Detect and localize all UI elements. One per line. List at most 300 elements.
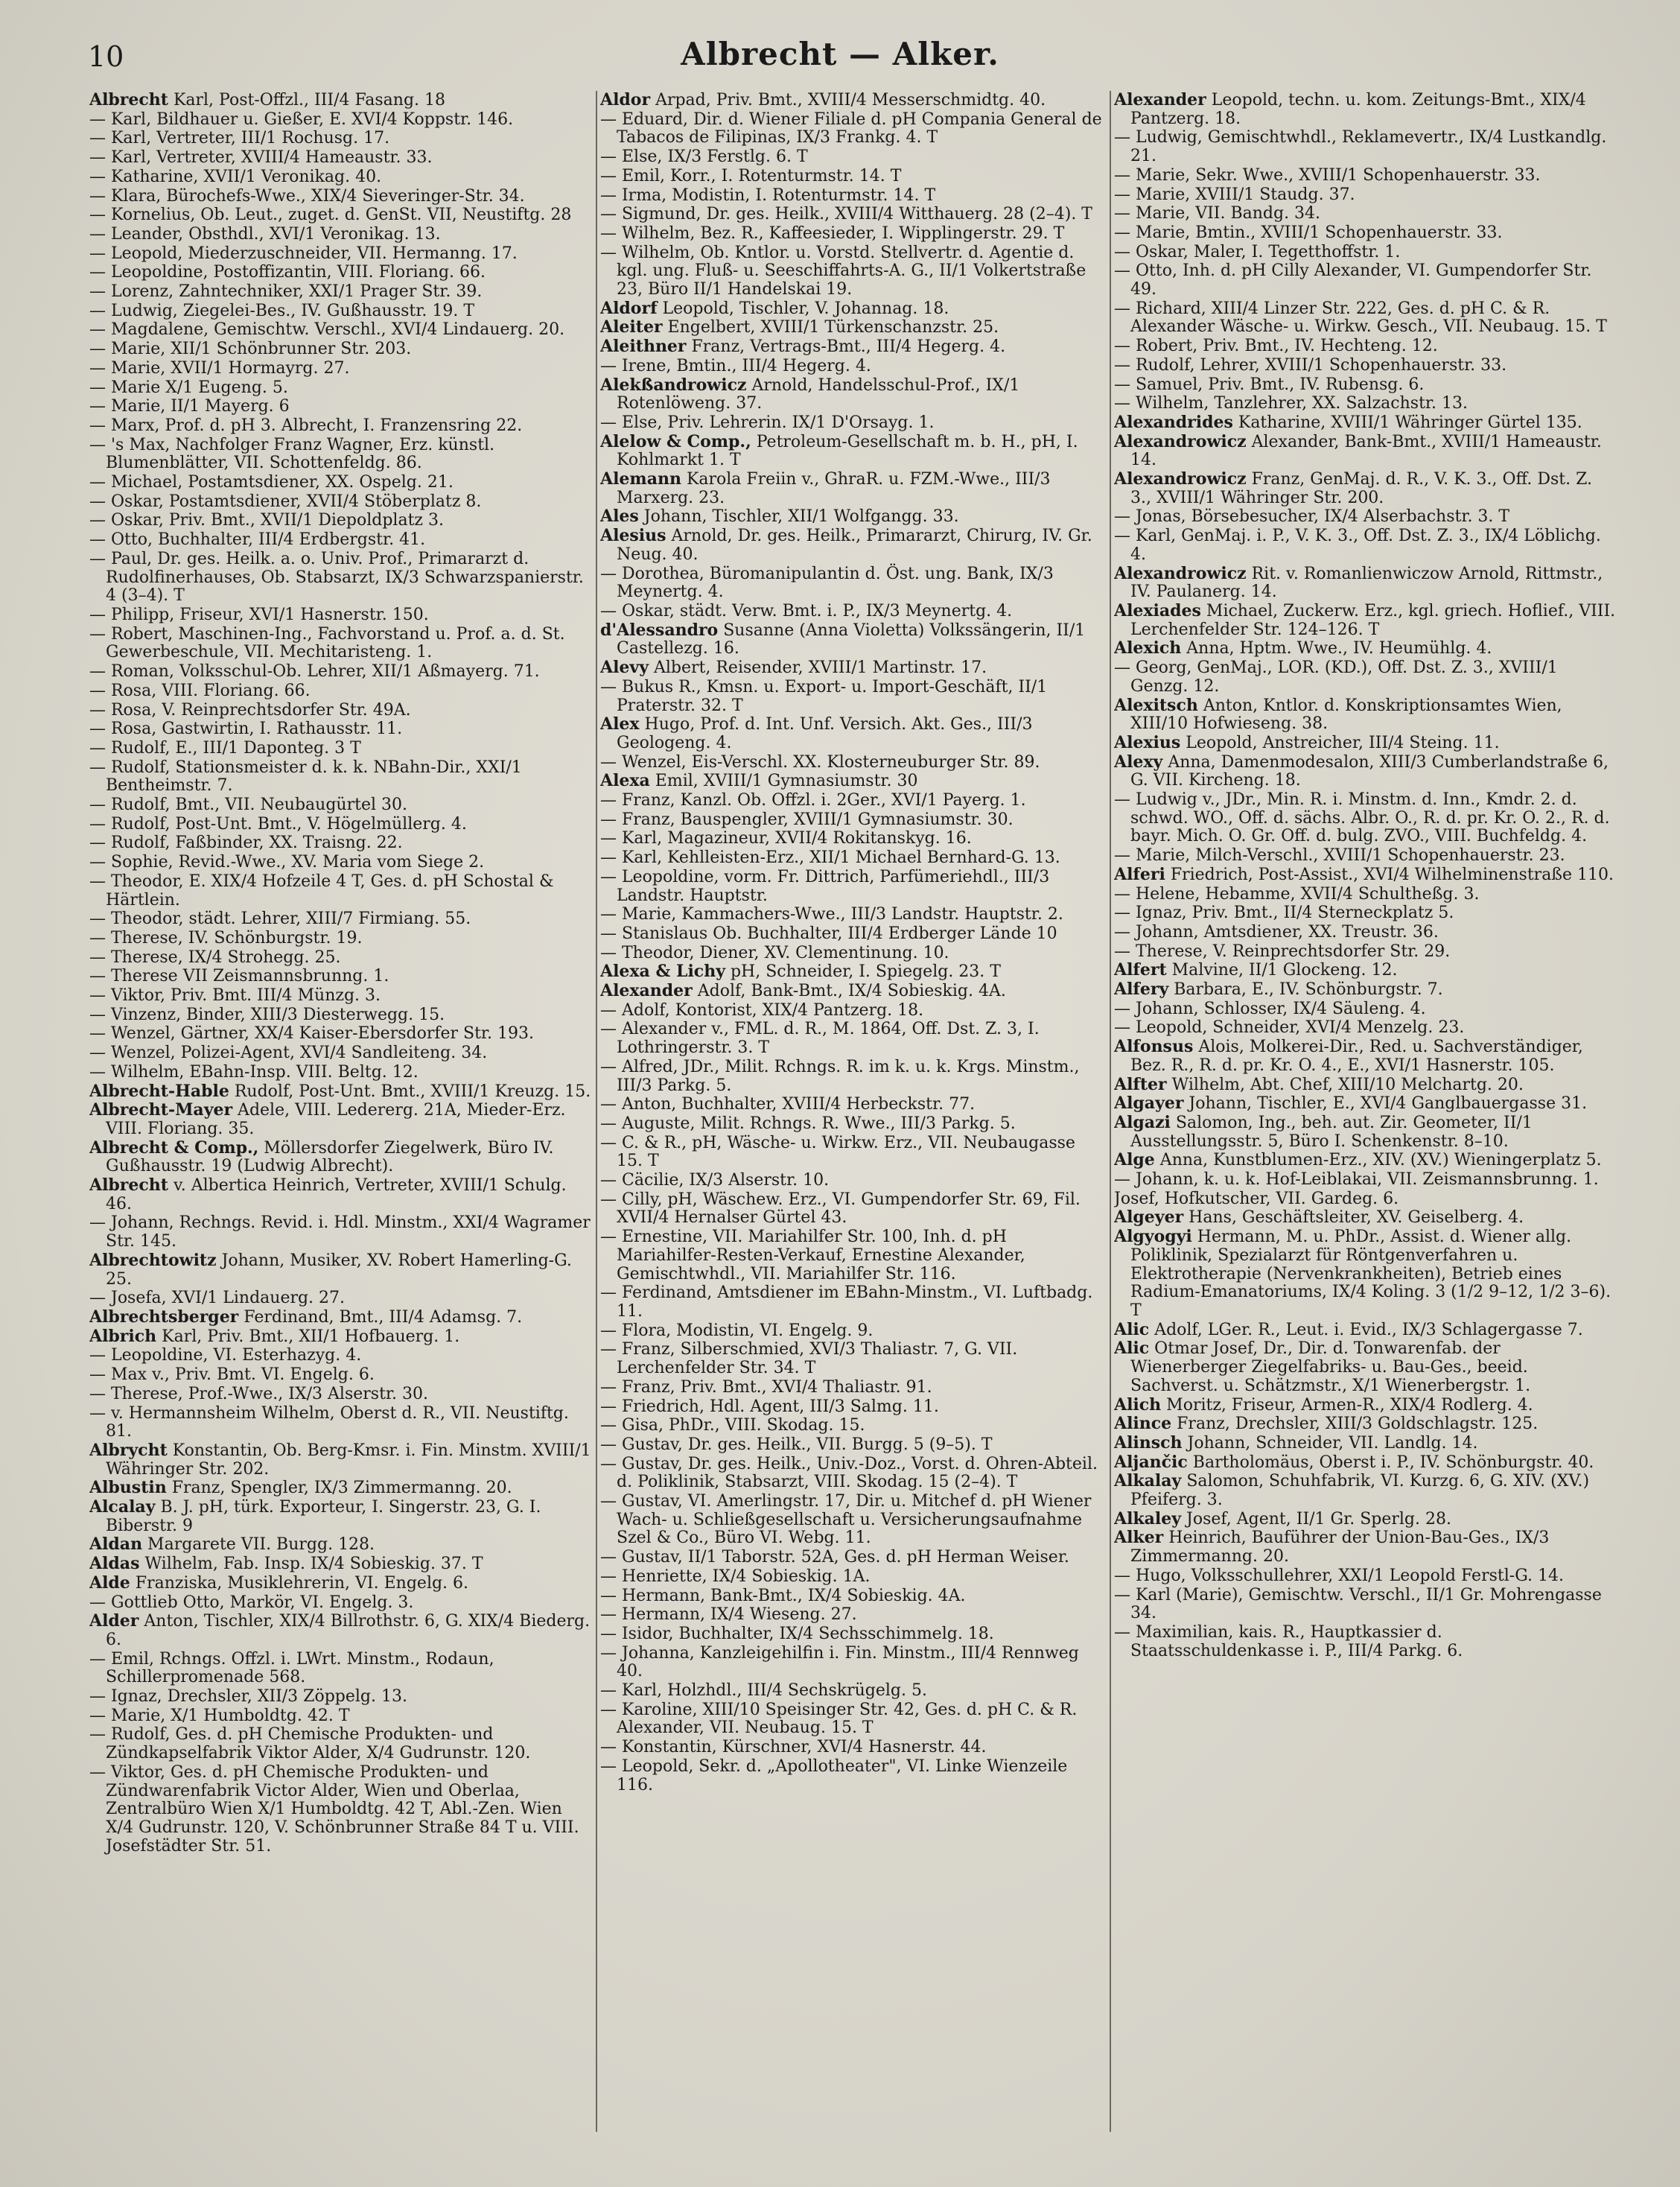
entry-details: v. Albertica Heinrich, Vertreter, XVIII/1 Schulg. 46. [106, 1176, 567, 1213]
entry-details: — Josefa, XVI/1 Lindauerg. 27. [89, 1289, 346, 1308]
directory-entry [1114, 1208, 1617, 1228]
entry-details: — Leopold, Sekr. d. „Apollotheater", VI. Linke Wienzeile 116. [600, 1756, 1068, 1794]
entry-details: Adolf, LGer. R., Leut. i. Evid., IX/3 Schlagergasse 7. [1149, 1320, 1583, 1339]
entry-details: — C. & R., pH, Wäsche- u. Wirkw. Erz., VII. Neubaugasse 15. T [600, 1133, 1075, 1171]
entry-details: Hermann, M. u. PhDr., Assist. d. Wiener allg. Poliklinik, Spezialarzt für Röntgenverfahren u. Elektrotherapie (Nervenkrankheiten), Betrieb eines Radium-Emanatoriums, IX/4 Koling. 3 (1/2 9–12, 1/2 3–6). T [1130, 1228, 1611, 1320]
entry-surname: Albrecht-Hable [89, 1081, 229, 1101]
entry-surname: Alkaley [1114, 1508, 1182, 1529]
entry-details: — Marie, VII. Bandg. 34. [1114, 204, 1321, 223]
entry-details: Johann, Musiker, XV. Robert Hamerling-G. 25. [106, 1251, 572, 1289]
entry-details: — Dorothea, Büromanipulantin d. Öst. ung. Bank, IX/3 Meynertg. 4. [600, 564, 1054, 602]
entry-details: Emil, XVIII/1 Gymnasiumstr. 30 [649, 772, 918, 791]
entry-details: Leopold, techn. u. kom. Zeitungs-Bmt., XIX/4 Pantzerg. 18. [1130, 91, 1586, 128]
directory-entry [1114, 1076, 1617, 1095]
entry-details: Wilhelm, Abt. Chef, XIII/10 Melchartg. 20. [1166, 1075, 1524, 1094]
entry-surname: Algeyer [1114, 1207, 1184, 1228]
directory-entry [600, 982, 1104, 1001]
directory-entry [600, 848, 1104, 868]
directory-entry [600, 1548, 1104, 1567]
entry-details: Franz, Spengler, IX/3 Zimmermanng. 20. [166, 1479, 512, 1498]
entry-details: — Johanna, Kanzleigehilfin i. Fin. Minstm., III/4 Rennweg 40. [600, 1643, 1079, 1681]
directory-entry [89, 206, 593, 225]
directory-entry [600, 1701, 1104, 1738]
entry-details: — Marx, Prof. d. pH 3. Albrecht, I. Franzensring 22. [89, 416, 523, 435]
entry-details: — Otto, Inh. d. pH Cilly Alexander, VI. Gumpendorfer Str. 49. [1114, 261, 1592, 299]
entry-details: Katharine, XVIII/1 Währinger Gürtel 135. [1232, 413, 1582, 432]
entry-details: Johann, Tischler, XII/1 Wolfgangg. 33. [638, 507, 959, 527]
entry-details: — Hugo, Volksschullehrer, XXI/1 Leopold Ferstl-G. 14. [1114, 1566, 1564, 1585]
entry-details: — Robert, Maschinen-Ing., Fachvorstand u. Prof. a. d. St. Gewerbeschule, VII. Mechitaristeng. 1. [89, 624, 565, 662]
entry-details: — Hermann, IX/4 Wieseng. 27. [600, 1605, 857, 1625]
entry-details: — Cäcilie, IX/3 Alserstr. 10. [600, 1171, 830, 1190]
directory-entry [600, 1435, 1104, 1455]
entry-details: Hans, Geschäftsleiter, XV. Geiselberg. 4. [1183, 1208, 1524, 1228]
entry-surname: Algayer [1114, 1094, 1184, 1114]
entry-surname: Alder [89, 1611, 139, 1631]
directory-entry [89, 986, 593, 1006]
directory-entry [1114, 1114, 1617, 1151]
entry-surname: Alexandrowicz [1114, 563, 1247, 583]
entry-details: — Oskar, Priv. Bmt., XVII/1 Diepoldplatz 3. [89, 511, 444, 530]
entry-details: — Magdalene, Gemischtw. Verschl., XVI/4 Lindauerg. 20. [89, 320, 565, 340]
entry-details: Arnold, Dr. ges. Heilk., Primararzt, Chirurg, IV. Gr. Neug. 40. [617, 527, 1092, 564]
directory-entry [1114, 1190, 1617, 1209]
directory-entry [600, 791, 1104, 810]
directory-entry [89, 225, 593, 244]
entry-details: — Auguste, Milit. Rchngs. R. Wwe., III/3 Parkg. 5. [600, 1114, 1016, 1133]
directory-entry [1114, 1000, 1617, 1019]
directory-entry [600, 1625, 1104, 1644]
directory-entry [600, 1001, 1104, 1021]
directory-entry [600, 1416, 1104, 1435]
entry-details: — Rudolf, E., III/1 Daponteg. 3 T [89, 738, 361, 758]
entry-details: — Emil, Korr., I. Rotenturmstr. 14. T [600, 166, 902, 185]
directory-entry [89, 701, 593, 720]
entry-details: Heinrich, Bauführer der Union-Bau-Ges., IX/3 Zimmermanng. 20. [1130, 1529, 1550, 1567]
directory-entry [600, 1058, 1104, 1095]
entry-surname: Albrechtsberger [89, 1307, 239, 1327]
entry-details: Alexander, Bank-Bmt., XVIII/1 Hameaustr. 14. [1130, 432, 1602, 470]
entry-details: — Gustav, Dr. ges. Heilk., VII. Burgg. 5 (9–5). T [600, 1435, 993, 1454]
directory-entry [600, 1134, 1104, 1171]
entry-surname: Alkalay [1114, 1471, 1182, 1491]
entry-surname: Alekßandrowicz [600, 375, 747, 395]
directory-entry [89, 1479, 593, 1498]
directory-entry [1114, 1170, 1617, 1190]
directory-entry [1114, 507, 1617, 527]
entry-details: Rit. v. Romanlienwiczow Arnold, Rittmstr., IV. Paulanerg. 14. [1130, 564, 1603, 602]
entry-details: — Karl, Kehlleisten-Erz., XII/1 Michael Bernhard-G. 13. [600, 848, 1060, 868]
directory-entry [89, 473, 593, 492]
entry-surname: Alcalay [89, 1497, 156, 1517]
directory-entry [89, 1404, 593, 1441]
directory-entry [89, 530, 593, 550]
entry-details: Josef, Hofkutscher, VII. Gardeg. 6. [1114, 1189, 1399, 1208]
directory-entry [600, 1644, 1104, 1681]
directory-entry [89, 129, 593, 148]
directory-entry [600, 1020, 1104, 1057]
directory-entry [89, 110, 593, 130]
entry-details: Moritz, Friseur, Armen-R., XIX/4 Rodlerg. 4. [1161, 1395, 1533, 1415]
entry-details: — Oskar, städt. Verw. Bmt. i. P., IX/3 Meynertg. 4. [600, 601, 1013, 620]
entry-details: Albert, Reisender, XVIII/1 Martinstr. 17. [649, 658, 987, 678]
directory-entry [89, 550, 593, 606]
directory-entry [600, 205, 1104, 224]
directory-entry [600, 376, 1104, 413]
directory-entry [89, 625, 593, 662]
directory-entry [89, 1308, 593, 1327]
entry-details: Michael, Zuckerw. Erz., kgl. griech. Hoflief., VIII. Lerchenfelder Str. 124–126. T [1130, 601, 1616, 639]
entry-details: Salomon, Schuhfabrik, VI. Kurzg. 6, G. XIV. (XV.) Pfeiferg. 3. [1130, 1472, 1590, 1510]
directory-entry [1114, 734, 1617, 753]
directory-entry [600, 1228, 1104, 1283]
entry-surname: Alge [1114, 1150, 1155, 1170]
entry-details: — Marie, Bmtin., XVIII/1 Schopenhauerstr. 33. [1114, 223, 1503, 242]
entry-details: — Johann, Rechngs. Revid. i. Hdl. Minstm., XXI/4 Wagramer Str. 145. [89, 1213, 591, 1251]
directory-entry [1114, 299, 1617, 337]
directory-entry [600, 110, 1104, 147]
directory-entry [1114, 1228, 1617, 1321]
directory-entry [1114, 1094, 1617, 1114]
entry-details: — Roman, Volksschul-Ob. Lehrer, XII/1 Aßmayerg. 71. [89, 662, 540, 682]
entry-surname: Alde [89, 1572, 130, 1593]
entry-details: — Else, IX/3 Ferstlg. 6. T [600, 147, 808, 167]
entry-details: — Georg, GenMaj., LOR. (KD.), Off. Dst. Z. 3., XVIII/1 Genzg. 12. [1114, 658, 1558, 696]
directory-entry [1114, 1018, 1617, 1038]
entry-surname: Algazi [1114, 1112, 1171, 1132]
entry-details: — Gisa, PhDr., VIII. Skodag. 15. [600, 1416, 865, 1435]
entry-details: — Vinzenz, Binder, XIII/3 Diesterwegg. 15. [89, 1005, 445, 1024]
directory-entry [89, 1574, 593, 1593]
entry-details: Anna, Damenmodesalon, XIII/3 Cumberlandstraße 6, G. VII. Kircheng. 18. [1130, 752, 1609, 790]
directory-entry [89, 359, 593, 378]
directory-entry [89, 1593, 593, 1613]
entry-surname: Alexander [600, 981, 693, 1001]
entry-details: Friedrich, Post-Assist., XVI/4 Wilhelminenstraße 110. [1165, 865, 1614, 884]
directory-entry [1114, 1567, 1617, 1586]
directory-entry [1114, 1623, 1617, 1660]
entry-surname: Aldan [89, 1534, 143, 1555]
entry-details: — Franz, Kanzl. Ob. Offzl. i. 2Ger., XVI/1 Payerg. 1. [600, 791, 1026, 810]
entry-details: — Leopoldine, VI. Esterhazyg. 4. [89, 1346, 362, 1365]
directory-entry [1114, 846, 1617, 866]
entry-details: — Wilhelm, Bez. R., Kaffeesieder, I. Wipplingerstr. 29. T [600, 223, 1065, 243]
entry-details: Alois, Molkerei-Dir., Red. u. Sachverständiger, Bez. R., R. d. pr. Kr. O. 4., E., XVI/1 Hasnerstr. 105. [1130, 1038, 1583, 1075]
directory-entry [600, 772, 1104, 791]
directory-entry [89, 1707, 593, 1726]
entry-surname: Alince [1114, 1414, 1172, 1434]
entry-details: — Karl, Bildhauer u. Gießer, E. XVI/4 Koppstr. 146. [89, 109, 514, 129]
directory-entry [600, 470, 1104, 507]
entry-details: — Sophie, Revid.-Wwe., XV. Maria vom Siege 2. [89, 853, 485, 872]
entry-details: — Franz, Priv. Bmt., XVI/4 Thaliastr. 91. [600, 1377, 932, 1397]
entry-surname: Alexitsch [1114, 695, 1198, 715]
entry-details: — Karl (Marie), Gemischtw. Verschl., II/1 Gr. Mohrengasse 34. [1114, 1585, 1602, 1623]
entry-surname: Alfert [1114, 960, 1167, 980]
entry-details: — Franz, Bauspengler, XVIII/1 Gymnasiumstr. 30. [600, 810, 1014, 829]
entry-details: — Marie, XII/1 Schönbrunner Str. 203. [89, 340, 412, 359]
entry-details: — Max v., Priv. Bmt. VI. Engelg. 6. [89, 1365, 375, 1385]
directory-entry [89, 1213, 593, 1251]
entry-details: — Klara, Bürochefs-Wwe., XIX/4 Sieveringer-Str. 34. [89, 186, 525, 206]
column-2 [600, 91, 1104, 2132]
entry-surname: Albrycht [89, 1440, 168, 1460]
directory-entry [1114, 1434, 1617, 1453]
directory-entry [89, 492, 593, 512]
directory-entry [600, 299, 1104, 319]
directory-entry [1114, 166, 1617, 185]
directory-entry [89, 910, 593, 929]
directory-entry [600, 413, 1104, 433]
entry-surname: Albrecht [89, 1175, 168, 1196]
directory-entry [89, 1024, 593, 1044]
entry-surname: Alker [1114, 1528, 1164, 1548]
entry-details: — Ignaz, Priv. Bmt., II/4 Sterneckplatz 5. [1114, 904, 1454, 923]
directory-entry [89, 244, 593, 264]
entry-details: Leopold, Anstreicher, III/4 Steing. 11. [1180, 733, 1500, 752]
directory-entry [1114, 923, 1617, 942]
entry-details: Susanne (Anna Violetta) Volkssängerin, II/1 Castellezg. 16. [617, 620, 1086, 658]
entry-surname: Alfter [1114, 1074, 1167, 1094]
directory-entry [1114, 128, 1617, 165]
entry-surname: Alferi [1114, 864, 1165, 884]
directory-entry [89, 1612, 593, 1649]
directory-entry [1114, 413, 1617, 433]
directory-entry [89, 662, 593, 682]
entry-details: — Rudolf, Faßbinder, XX. Traisng. 22. [89, 834, 403, 853]
entry-details: — Cilly, pH, Wäschew. Erz., VI. Gumpendorfer Str. 69, Fil. XVII/4 Hernalser Gürtel 43. [600, 1190, 1081, 1228]
entry-surname: Aleiter [600, 317, 663, 337]
entry-details: Barbara, E., IV. Schönburgstr. 7. [1168, 980, 1443, 1000]
directory-entry [600, 91, 1104, 110]
directory-entry [600, 1095, 1104, 1114]
directory-entry [89, 948, 593, 968]
entry-details: — Bukus R., Kmsn. u. Export- u. Import-Geschäft, II/1 Praterstr. 32. T [600, 677, 1048, 715]
directory-entry [1114, 1396, 1617, 1415]
directory-entry [1114, 980, 1617, 1000]
entry-surname: Alelow & Comp., [600, 431, 751, 451]
entry-details: — Therese VII Zeismannsbrunng. 1. [89, 967, 389, 986]
entry-details: — Else, Priv. Lehrerin. IX/1 D'Orsayg. 1. [600, 413, 935, 432]
directory-entry [89, 1006, 593, 1025]
entry-details: — Marie, Sekr. Wwe., XVIII/1 Schopenhauerstr. 33. [1114, 165, 1541, 185]
entry-details: — Alexander v., FML. d. R., M. 1864, Off. Dst. Z. 3, I. Lothringerstr. 3. T [600, 1020, 1040, 1058]
directory-entry [1114, 753, 1617, 790]
entry-details: Karola Freiin v., GhraR. u. FZM.-Wwe., III/3 Marxerg. 23. [617, 470, 1051, 507]
directory-entry [600, 810, 1104, 830]
entry-details: — v. Hermannsheim Wilhelm, Oberst d. R., VII. Neustiftg. 81. [89, 1403, 569, 1441]
entry-details: Wilhelm, Fab. Insp. IX/4 Sobieskig. 37. T [139, 1555, 483, 1574]
directory-entry [89, 834, 593, 853]
entry-surname: Alex [600, 714, 640, 734]
directory-entry [1114, 942, 1617, 962]
entry-details: — Friedrich, Hdl. Agent, III/3 Salmg. 11. [600, 1397, 939, 1416]
entry-surname: Albrecht-Mayer [89, 1100, 233, 1120]
directory-entry [1114, 243, 1617, 262]
entry-details: — Leopoldine, vorm. Fr. Dittrich, Parfümeriehdl., III/3 Landstr. Hauptstr. [600, 867, 1050, 905]
entry-details: — Viktor, Priv. Bmt. III/4 Münzg. 3. [89, 986, 381, 1006]
entry-details: — Samuel, Priv. Bmt., IV. Rubensg. 6. [1114, 375, 1425, 394]
directory-entry [600, 527, 1104, 564]
entry-surname: Albrecht [89, 91, 168, 109]
directory-entry [600, 1378, 1104, 1397]
directory-entry [600, 868, 1104, 905]
entry-details: Ferdinand, Bmt., III/4 Adamsg. 7. [238, 1308, 523, 1327]
directory-entry [600, 1681, 1104, 1701]
directory-entry [600, 1605, 1104, 1625]
entry-details: — Therese, IV. Schönburgstr. 19. [89, 928, 363, 948]
directory-entry [89, 148, 593, 168]
entry-surname: Alic [1114, 1319, 1150, 1339]
entry-surname: Alic [1114, 1339, 1150, 1359]
page-number: 10 [88, 40, 124, 73]
directory-entry [1114, 602, 1617, 639]
entry-surname: Alexich [1114, 638, 1182, 658]
directory-entry [600, 678, 1104, 715]
entry-details: — Wilhelm, Ob. Kntlor. u. Vorstd. Stellvertr. d. Agentie d. kgl. ung. Fluß- u. Seeschiffahrts-A. G., II/1 Volkertstraße 23, Büro II/1 Handelskai 19. [600, 243, 1086, 299]
entry-details: Arpad, Priv. Bmt., XVIII/4 Messerschmidtg. 40. [650, 91, 1046, 109]
directory-entry [89, 1063, 593, 1082]
directory-entry [600, 829, 1104, 848]
directory-entry [600, 715, 1104, 752]
directory-entry [1114, 91, 1617, 128]
entry-details: — Theodor, E. XIX/4 Hofzeile 4 T, Ges. d. pH Schostal & Härtlein. [89, 872, 554, 910]
directory-entry [89, 1498, 593, 1535]
directory-entry [1114, 1339, 1617, 1395]
entry-details: — Marie, XVII/1 Hormayrg. 27. [89, 358, 350, 378]
entry-details: pH, Schneider, I. Spiegelg. 23. T [725, 962, 1001, 982]
directory-entry [89, 263, 593, 282]
entry-details: — Henriette, IX/4 Sobieskig. 1A. [600, 1567, 871, 1586]
entry-surname: Alexa & Lichy [600, 962, 725, 982]
entry-details: — Therese, V. Reinprechtsdorfer Str. 29. [1114, 942, 1451, 961]
entry-details: — Theodor, Diener, XV. Clementinung. 10. [600, 943, 949, 962]
directory-entry [89, 1763, 593, 1856]
entry-details: — Leopold, Miederzuschneider, VII. Hermanng. 17. [89, 244, 518, 263]
entry-details: — Gustav, II/1 Taborstr. 52A, Ges. d. pH Herman Weiser. [600, 1548, 1069, 1567]
directory-entry [89, 967, 593, 986]
directory-entry [1114, 961, 1617, 980]
entry-details: Franz, Drechsler, XIII/3 Goldschlagstr. 125. [1171, 1415, 1539, 1434]
entry-surname: Alexandrowicz [1114, 431, 1247, 451]
entry-details: Johann, Schneider, VII. Landlg. 14. [1182, 1433, 1478, 1453]
column-rule [596, 91, 597, 2132]
entry-details: Franziska, Musiklehrerin, VI. Engelg. 6. [130, 1573, 469, 1593]
entry-details: — Ignaz, Drechsler, XII/3 Zöppelg. 13. [89, 1687, 407, 1707]
directory-entry [89, 1082, 593, 1102]
directory-entry [89, 187, 593, 206]
entry-details: — Johann, Amtsdiener, XX. Treustr. 36. [1114, 922, 1439, 942]
directory-entry [89, 720, 593, 739]
entry-details: — Rosa, V. Reinprechtsdorfer Str. 49A. [89, 700, 411, 720]
directory-entry [89, 1346, 593, 1365]
directory-entry [89, 1441, 593, 1479]
directory-entry [89, 758, 593, 796]
entry-details: — Oskar, Postamtsdiener, XVII/4 Stöberplatz 8. [89, 492, 482, 511]
entry-details: — Therese, IX/4 Strohegg. 25. [89, 948, 341, 967]
directory-entry [600, 507, 1104, 527]
directory-entry [1114, 204, 1617, 223]
entry-details: — Irma, Modistin, I. Rotenturmstr. 14. T [600, 185, 936, 205]
entry-details: Anna, Hptm. Wwe., IV. Heumühlg. 4. [1181, 639, 1492, 658]
directory-entry [89, 1365, 593, 1385]
entry-surname: Albrich [89, 1326, 157, 1346]
directory-entry [600, 1567, 1104, 1587]
entry-details: Bartholomäus, Oberst i. P., IV. Schönburgstr. 40. [1187, 1453, 1594, 1472]
directory-entry [1114, 1529, 1617, 1566]
entry-details: — Isidor, Buchhalter, IX/4 Sechsschimmelg. 18. [600, 1624, 994, 1643]
directory-entry [600, 1455, 1104, 1492]
directory-entry [600, 1114, 1104, 1134]
entry-details: Anton, Kntlor. d. Konskriptionsamtes Wien, XIII/10 Hofwieseng. 38. [1130, 696, 1562, 734]
directory-entry [600, 244, 1104, 299]
directory-entry [600, 1340, 1104, 1377]
directory-entry [1114, 866, 1617, 885]
entry-details: — Marie X/1 Eugeng. 5. [89, 378, 288, 397]
entry-surname: Ales [600, 507, 639, 527]
entry-surname: Algyogyi [1114, 1227, 1192, 1247]
directory-entry [89, 320, 593, 340]
directory-entry [1114, 1510, 1617, 1529]
column-1 [89, 91, 593, 2132]
directory-entry [1114, 185, 1617, 205]
directory-entry [600, 1587, 1104, 1606]
entry-details: — Wenzel, Polizei-Agent, XVI/4 Sandleiteng. 34. [89, 1044, 488, 1063]
entry-details: Petroleum-Gesellschaft m. b. H., pH, I. Kohlmarkt 1. T [617, 432, 1078, 470]
entry-details: — Philipp, Friseur, XVI/1 Hasnerstr. 150. [89, 605, 429, 624]
directory-entry [89, 378, 593, 398]
entry-details: — Karl, Holzhdl., III/4 Sechskrügelg. 5. [600, 1681, 927, 1701]
directory-entry [89, 1535, 593, 1555]
directory-entry [1114, 885, 1617, 904]
directory-entry [89, 511, 593, 530]
entry-surname: Alexa [600, 771, 650, 791]
entry-details: Karl, Priv. Bmt., XII/1 Hofbauerg. 1. [156, 1327, 460, 1346]
entry-details: Otmar Josef, Dr., Dir. d. Tonwarenfab. der Wienerberger Ziegelfabriks- u. Bau-Ges., beeid. Sachverst. u. Schätzmstr., X/1 Wienerbergstr. 1. [1130, 1339, 1531, 1395]
directory-entry [89, 91, 593, 110]
entry-details: — Wilhelm, EBahn-Insp. VIII. Beltg. 12. [89, 1062, 419, 1082]
directory-entry [600, 962, 1104, 982]
column-3 [1114, 91, 1617, 2132]
entry-surname: Alemann [600, 469, 681, 489]
directory-entry [600, 944, 1104, 963]
entry-surname: Aldorf [600, 298, 658, 318]
directory-entry [89, 1289, 593, 1308]
entry-details: — Anton, Buchhalter, XVIII/4 Herbeckstr. 77. [600, 1095, 976, 1114]
entry-details: — Franz, Silberschmied, XVI/3 Thaliastr. 7, G. VII. Lerchenfelder Str. 34. T [600, 1340, 1018, 1378]
entry-details: — Ludwig v., JDr., Min. R. i. Minstm. d. Inn., Kmdr. 2. d. schwd. WO., Off. d. sächs. Albr. O., R. d. pr. Kr. O. 2., R. d. bayr. Mich. O. Gr. Off. d. bulg. ZVO., VIII. Buchfeldg. 4. [1114, 790, 1610, 846]
entry-details: — Maximilian, kais. R., Hauptkassier d. Staatsschuldenkasse i. P., III/4 Parkg. 6. [1114, 1622, 1463, 1660]
entry-surname: Alinsch [1114, 1432, 1183, 1453]
entry-details: — Gustav, VI. Amerlingstr. 17, Dir. u. Mitchef d. pH Wiener Wach- u. Schließgesellschaft u. Versicherungsaufnahme Szel & Co., Büro VI. Webg. 11. [600, 1492, 1092, 1548]
directory-entry [600, 1321, 1104, 1341]
entry-details: — Ludwig, Gemischtwhdl., Reklamevertr., IX/4 Lustkandlg. 21. [1114, 128, 1607, 166]
entry-details: — Rudolf, Lehrer, XVIII/1 Schopenhauerstr. 33. [1114, 355, 1507, 375]
directory-entry [1114, 565, 1617, 602]
directory-entry [1114, 696, 1617, 734]
entry-details: — Rosa, Gastwirtin, I. Rathausstr. 11. [89, 720, 403, 739]
directory-entry [89, 302, 593, 321]
entry-details: Malvine, II/1 Glockeng. 12. [1166, 961, 1398, 980]
directory-entry [1114, 639, 1617, 658]
entry-details: — Therese, Prof.-Wwe., IX/3 Alserstr. 30. [89, 1384, 428, 1403]
directory-entry [89, 1327, 593, 1347]
entry-details: Konstantin, Ob. Berg-Kmsr. i. Fin. Minstm. XVIII/1 Währinger Str. 202. [106, 1441, 591, 1479]
directory-entry [89, 1044, 593, 1063]
directory-entry [1114, 433, 1617, 470]
directory-entry [1114, 1038, 1617, 1075]
directory-entry [1114, 337, 1617, 356]
